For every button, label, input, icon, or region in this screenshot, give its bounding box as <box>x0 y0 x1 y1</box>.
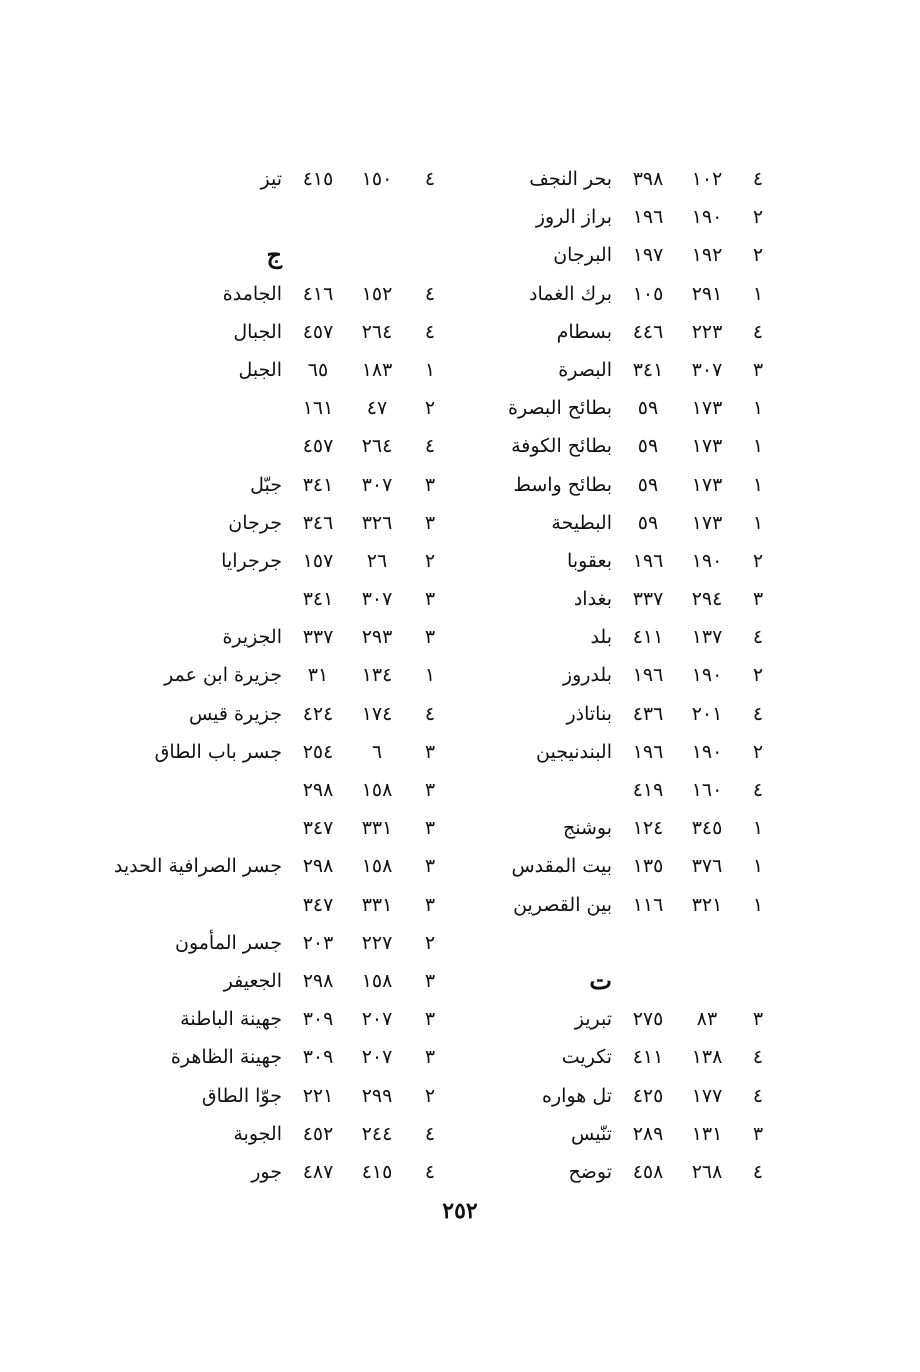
entry-volume: ١ <box>752 473 764 496</box>
entry-page: ٦ <box>371 740 383 763</box>
entry-page: ٢٦ <box>366 549 388 572</box>
index-entry <box>510 618 800 656</box>
entry-ref: ٣٤٧ <box>302 893 334 916</box>
entry-ref: ٣١ <box>307 664 329 687</box>
entry-name: جزيرة ابن عمر <box>164 664 282 687</box>
entry-ref: ٤٥٧ <box>302 320 334 343</box>
entry-ref: ٢٩٨ <box>302 779 334 801</box>
index-entry <box>510 1000 800 1038</box>
entry-name: جوّا الطاق <box>201 1084 282 1107</box>
entry-ref: ١٦١ <box>302 397 334 420</box>
spacer <box>510 924 800 962</box>
entry-ref: ٥٩ <box>637 435 659 458</box>
entry-name: بين القصرين <box>513 893 612 916</box>
entry-name: بطائح واسط <box>513 473 612 496</box>
entry-page: ٣٧٦ <box>691 855 723 878</box>
entry-ref: ٣٤٧ <box>302 817 334 840</box>
entry-ref: ٢٠٣ <box>302 931 334 954</box>
entry-name: جرجرايا <box>221 549 282 572</box>
entry-ref: ٣٤١ <box>302 473 334 496</box>
entry-page: ١٥٢ <box>361 282 393 305</box>
entry-page: ٢٩٩ <box>361 1084 393 1107</box>
entry-ref: ٣٤٦ <box>302 511 334 534</box>
entry-page: ٢٢٣ <box>691 320 723 343</box>
entry-ref: ٦٥ <box>307 358 329 381</box>
entry-ref: ١١٦ <box>632 893 664 916</box>
index-entry <box>510 504 800 542</box>
entry-page: ١٧٤ <box>361 702 393 725</box>
entry-ref: ١٩٦ <box>632 664 664 687</box>
index-entry <box>110 313 460 351</box>
entry-volume: ٤ <box>752 626 764 649</box>
section-heading <box>510 962 800 1000</box>
index-entry <box>510 1153 800 1191</box>
index-entry <box>510 656 800 694</box>
entry-ref: ٤١٦ <box>302 282 334 305</box>
entry-page: ١٩٠ <box>691 740 723 763</box>
entry-name: بوشنج <box>562 817 612 840</box>
entry-ref: ١٩٧ <box>632 244 664 267</box>
entry-name: تل هواره <box>542 1084 612 1107</box>
entry-ref: ١٥٧ <box>302 549 334 572</box>
entry-ref: ٤١١ <box>632 1046 664 1069</box>
entry-volume: ٤ <box>424 702 436 725</box>
entry-volume: ٣ <box>752 358 764 381</box>
entry-name: بلدروز <box>562 664 612 687</box>
entry-page: ٢٤٤ <box>361 1122 393 1145</box>
entry-ref: ١٩٦ <box>632 206 664 229</box>
entry-name: بسطام <box>556 320 612 343</box>
entry-volume: ٣ <box>424 1008 436 1031</box>
entry-ref: ١٩٦ <box>632 740 664 763</box>
index-entry <box>510 580 800 618</box>
entry-ref: ٣٩٨ <box>632 168 664 190</box>
index-entry <box>510 427 800 465</box>
entry-name: الجعيفر <box>223 969 282 992</box>
entry-name: الجامدة <box>222 282 282 305</box>
index-entry <box>110 771 460 809</box>
entry-ref: ٤٤٦ <box>632 320 664 343</box>
entry-name: براز الروز <box>535 206 612 229</box>
entry-volume: ١ <box>424 358 436 381</box>
entry-ref: ٤٨٧ <box>302 1160 334 1183</box>
index-entry <box>110 962 460 1000</box>
entry-page: ٣٤٥ <box>691 817 723 840</box>
index-entry <box>510 809 800 847</box>
index-entry <box>110 1153 460 1191</box>
index-entry <box>510 389 800 427</box>
entry-name: تكريت <box>561 1046 612 1069</box>
entry-volume: ٣ <box>424 626 436 649</box>
entry-ref: ٣٤١ <box>632 358 664 381</box>
entry-volume: ٢ <box>424 1084 436 1107</box>
index-entry <box>110 695 460 733</box>
entry-name: البصرة <box>558 358 612 381</box>
entry-name: بحر النجف <box>529 168 612 190</box>
entry-page: ٢٩٤ <box>691 588 723 611</box>
entry-ref: ٢٩٨ <box>302 855 334 878</box>
entry-page: ١٣٨ <box>691 1046 723 1069</box>
entry-name: الجوبة <box>233 1122 282 1145</box>
entry-page: ٣٢٦ <box>361 511 393 534</box>
index-entry <box>110 275 460 313</box>
entry-ref: ٤١١ <box>632 626 664 649</box>
entry-volume: ١ <box>752 397 764 420</box>
entry-ref: ٣٣٧ <box>632 588 664 611</box>
index-entry <box>110 1115 460 1153</box>
index-entry <box>510 1115 800 1153</box>
index-entry <box>110 466 460 504</box>
index-entry <box>110 160 460 198</box>
index-entry <box>110 924 460 962</box>
entry-volume: ٣ <box>424 893 436 916</box>
entry-ref: ٤١٥ <box>302 168 334 190</box>
entry-volume: ٤ <box>424 435 436 458</box>
entry-page: ١٦٠ <box>691 779 723 801</box>
entry-volume: ٣ <box>424 588 436 611</box>
entry-volume: ٢ <box>752 549 764 572</box>
entry-volume: ٢ <box>752 740 764 763</box>
entry-page: ١٠٢ <box>691 168 723 190</box>
entry-page: ١٥٠ <box>361 168 393 190</box>
entry-name: تنّيس <box>571 1122 612 1145</box>
index-entry <box>510 236 800 274</box>
entry-ref: ٣٠٩ <box>302 1046 334 1069</box>
entry-volume: ١ <box>752 893 764 916</box>
entry-name: بناتاذر <box>566 702 612 725</box>
entry-volume: ٣ <box>424 740 436 763</box>
entry-volume: ٤ <box>424 1122 436 1145</box>
entry-volume: ٤ <box>752 1084 764 1107</box>
entry-volume: ٤ <box>752 168 764 190</box>
entry-name: برك الغماد <box>529 282 612 305</box>
entry-volume: ٤ <box>424 282 436 305</box>
entry-volume: ٤ <box>752 779 764 801</box>
entry-volume: ٣ <box>424 473 436 496</box>
index-entry <box>510 847 800 885</box>
entry-name: بيت المقدس <box>511 855 612 878</box>
entry-page: ٢٩٣ <box>361 626 393 649</box>
right-column <box>510 160 800 1191</box>
index-entry <box>110 809 460 847</box>
entry-volume: ٣ <box>424 817 436 840</box>
entry-ref: ٤٣٦ <box>632 702 664 725</box>
entry-ref: ١٢٤ <box>632 817 664 840</box>
entry-ref: ٥٩ <box>637 397 659 420</box>
entry-name: جرجان <box>228 511 282 534</box>
entry-name: البندنيجين <box>536 740 612 763</box>
entry-ref: ٤٥٨ <box>632 1160 664 1183</box>
index-entry <box>110 1000 460 1038</box>
entry-name: بطائح البصرة <box>508 397 612 420</box>
entry-page: ١٩٠ <box>691 549 723 572</box>
entry-volume: ٣ <box>752 1008 764 1031</box>
index-entry <box>110 1038 460 1076</box>
index-entry <box>510 275 800 313</box>
entry-name: الجبال <box>233 320 282 343</box>
entry-name: البطيحة <box>551 511 612 534</box>
index-entry <box>510 351 800 389</box>
entry-name: الجبل <box>238 358 282 381</box>
entry-volume: ٢ <box>424 397 436 420</box>
entry-volume: ٢ <box>752 664 764 687</box>
entry-volume: ٤ <box>752 702 764 725</box>
index-entry <box>110 389 460 427</box>
entry-ref: ٣٤١ <box>302 588 334 611</box>
entry-volume: ٤ <box>424 1160 436 1183</box>
entry-name: جهينة الباطنة <box>180 1008 282 1031</box>
entry-volume: ٣ <box>752 588 764 611</box>
entry-name: بعقوبا <box>567 549 612 572</box>
index-entry <box>510 695 800 733</box>
section-letter: ج <box>266 240 282 270</box>
entry-page: ٣٠٧ <box>691 358 723 381</box>
entry-page: ٣٠٧ <box>361 588 393 611</box>
entry-page: ١٧٣ <box>691 435 723 458</box>
index-entry <box>510 313 800 351</box>
entry-page: ١٧٣ <box>691 511 723 534</box>
entry-volume: ٣ <box>424 969 436 992</box>
entry-page: ١٥٨ <box>361 779 393 801</box>
entry-page: ٢٠١ <box>691 702 723 725</box>
index-entry <box>110 580 460 618</box>
entry-ref: ١٩٦ <box>632 549 664 572</box>
entry-page: ٢٩١ <box>691 282 723 305</box>
entry-name: البرجان <box>553 244 612 267</box>
entry-volume: ٣ <box>424 511 436 534</box>
entry-ref: ٥٩ <box>637 511 659 534</box>
index-entry <box>110 886 460 924</box>
entry-page: ١٣١ <box>691 1122 723 1145</box>
entry-name: جسر المأمون <box>174 931 282 954</box>
entry-ref: ٤٥٧ <box>302 435 334 458</box>
entry-volume: ٢ <box>424 931 436 954</box>
entry-volume: ٣ <box>424 779 436 801</box>
entry-page: ١٨٣ <box>361 358 393 381</box>
entry-page: ٣٣١ <box>361 893 393 916</box>
index-entry <box>110 733 460 771</box>
entry-name: الجزيرة <box>222 626 282 649</box>
entry-ref: ٤١٩ <box>632 779 664 801</box>
entry-volume: ٤ <box>752 1046 764 1069</box>
entry-volume: ٢ <box>424 549 436 572</box>
entry-volume: ٤ <box>424 320 436 343</box>
entry-page: ٢٦٨ <box>691 1160 723 1183</box>
entry-page: ٢٢٧ <box>361 931 393 954</box>
page-number: ٢٥٢ <box>442 1198 478 1224</box>
entry-name: بلد <box>590 626 612 649</box>
entry-name: جبّل <box>250 473 282 496</box>
entry-ref: ٢٩٨ <box>302 969 334 992</box>
entry-page: ١٧٣ <box>691 473 723 496</box>
index-entry <box>110 618 460 656</box>
entry-name: جهينة الظاهرة <box>170 1046 282 1069</box>
entry-page: ٤١٥ <box>361 1160 393 1183</box>
index-entry <box>110 351 460 389</box>
entry-volume: ٣ <box>424 855 436 878</box>
index-entry <box>510 733 800 771</box>
entry-ref: ٤٢٤ <box>302 702 334 725</box>
entry-name: جزيرة قيس <box>188 702 282 725</box>
entry-page: ٢٠٧ <box>361 1008 393 1031</box>
entry-name: بطائح الكوفة <box>511 435 612 458</box>
entry-ref: ٢٨٩ <box>632 1122 664 1145</box>
entry-page: ١٩٠ <box>691 206 723 229</box>
entry-name: تيز <box>260 168 282 190</box>
index-entry <box>110 427 460 465</box>
entry-name: بغداد <box>573 588 612 611</box>
section-heading <box>110 236 460 274</box>
entry-page: ١٥٨ <box>361 855 393 878</box>
index-entry <box>510 886 800 924</box>
entry-ref: ٣٠٩ <box>302 1008 334 1031</box>
entry-page: ٢٦٤ <box>361 435 393 458</box>
entry-page: ٢٦٤ <box>361 320 393 343</box>
entry-ref: ٥٩ <box>637 473 659 496</box>
entry-page: ٢٠٧ <box>361 1046 393 1069</box>
entry-ref: ٤٥٢ <box>302 1122 334 1145</box>
index-entry <box>510 160 800 198</box>
entry-name: جور <box>251 1160 282 1183</box>
entry-volume: ١ <box>752 282 764 305</box>
entry-volume: ١ <box>752 435 764 458</box>
entry-ref: ٢٢١ <box>302 1084 334 1107</box>
index-entry <box>510 198 800 236</box>
entry-page: ١٧٧ <box>691 1084 723 1107</box>
entry-page: ٣٣١ <box>361 817 393 840</box>
entry-volume: ٢ <box>752 206 764 229</box>
entry-page: ٣٠٧ <box>361 473 393 496</box>
entry-name: جسر الصرافية الحديد <box>113 855 282 878</box>
index-entry <box>510 542 800 580</box>
entry-volume: ١ <box>752 511 764 534</box>
spacer <box>110 198 460 236</box>
entry-page: ٨٣ <box>696 1008 718 1031</box>
index-entry <box>110 847 460 885</box>
entry-page: ١٧٣ <box>691 397 723 420</box>
entry-volume: ٤ <box>752 320 764 343</box>
entry-page: ١٩٠ <box>691 664 723 687</box>
entry-ref: ٤٢٥ <box>632 1084 664 1107</box>
entry-name: جسر باب الطاق <box>154 740 282 763</box>
index-entry <box>110 656 460 694</box>
section-letter: ت <box>589 965 612 995</box>
index-entry <box>110 542 460 580</box>
entry-volume: ١ <box>752 855 764 878</box>
entry-ref: ٢٧٥ <box>632 1008 664 1031</box>
entry-page: ٤٧ <box>366 397 388 420</box>
index-entry <box>510 1077 800 1115</box>
entry-ref: ١٠٥ <box>632 282 664 305</box>
entry-ref: ٣٣٧ <box>302 626 334 649</box>
index-entry <box>510 771 800 809</box>
entry-page: ١٥٨ <box>361 969 393 992</box>
index-entry <box>510 466 800 504</box>
entry-page: ١٣٧ <box>691 626 723 649</box>
entry-volume: ٣ <box>424 1046 436 1069</box>
entry-name: تبريز <box>574 1008 612 1031</box>
entry-page: ٣٢١ <box>691 893 723 916</box>
entry-volume: ١ <box>424 664 436 687</box>
entry-volume: ١ <box>752 817 764 840</box>
entry-name: توضح <box>568 1160 612 1183</box>
left-column <box>110 160 460 1191</box>
entry-page: ١٩٢ <box>691 244 723 267</box>
entry-ref: ١٣٥ <box>632 855 664 878</box>
entry-volume: ٤ <box>424 168 436 190</box>
entry-volume: ٢ <box>752 244 764 267</box>
entry-volume: ٤ <box>752 1160 764 1183</box>
index-entry <box>110 1077 460 1115</box>
entry-page: ١٣٤ <box>361 664 393 687</box>
entry-ref: ٢٥٤ <box>302 740 334 763</box>
entry-volume: ٣ <box>752 1122 764 1145</box>
index-entry <box>110 504 460 542</box>
index-entry <box>510 1038 800 1076</box>
